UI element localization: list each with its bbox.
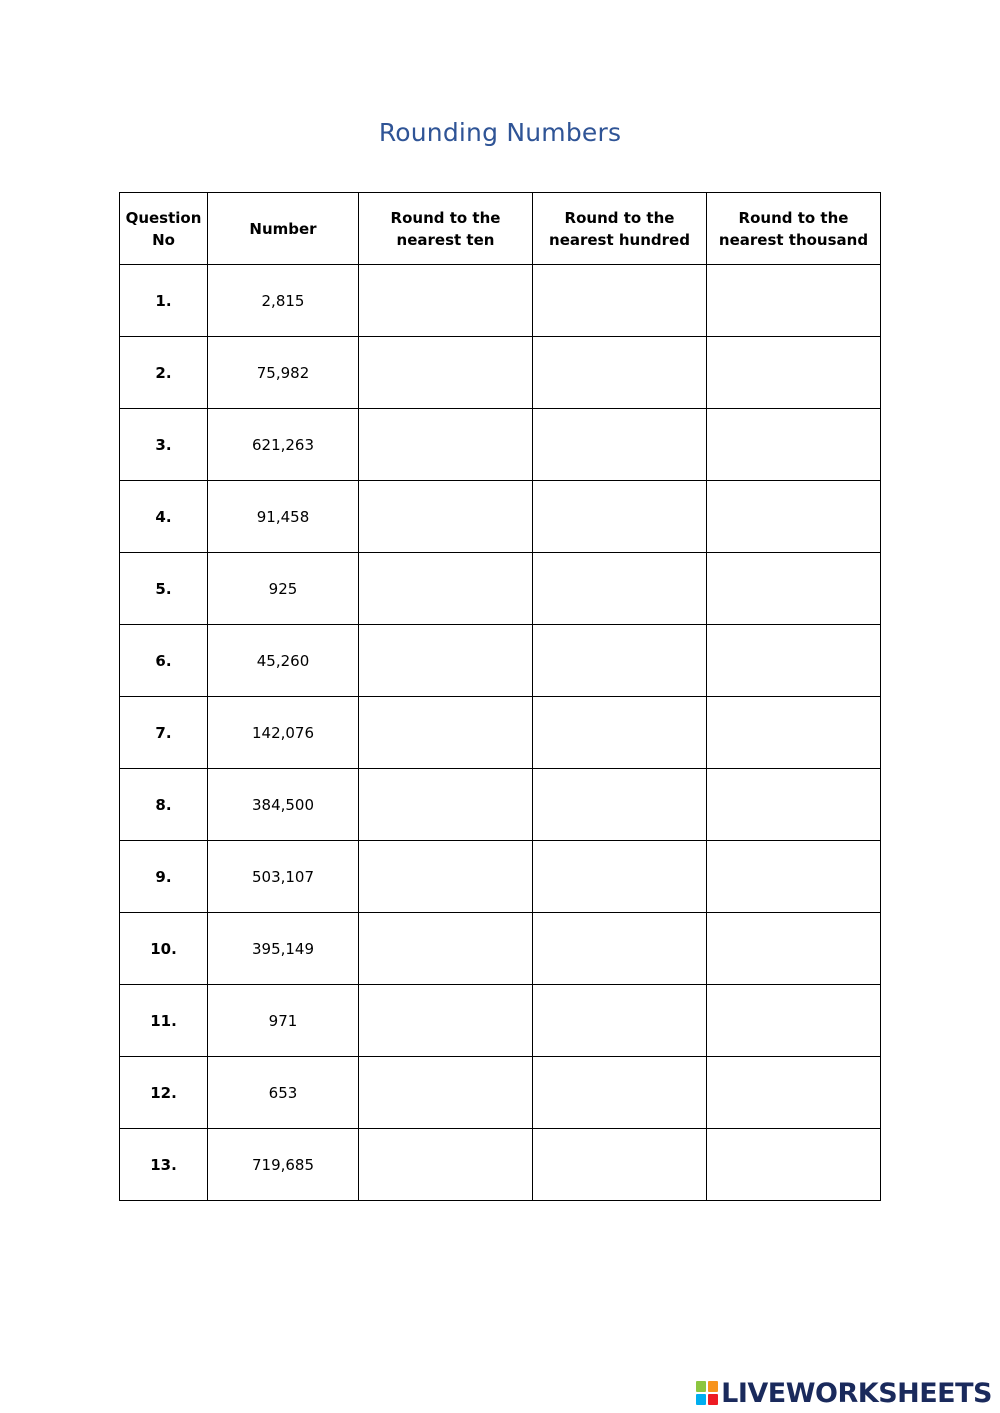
number-value: 971 bbox=[208, 985, 359, 1057]
question-number: 11. bbox=[120, 985, 208, 1057]
nearest-ten-answer[interactable] bbox=[359, 553, 533, 625]
nearest-hundred-answer[interactable] bbox=[533, 625, 707, 697]
table-row bbox=[120, 1057, 881, 1129]
nearest-hundred-answer[interactable] bbox=[533, 481, 707, 553]
header-nearest-thousand bbox=[707, 193, 881, 265]
nearest-hundred-answer[interactable] bbox=[533, 409, 707, 481]
table-row bbox=[120, 553, 881, 625]
nearest-thousand-answer[interactable] bbox=[707, 1057, 881, 1129]
number-value: 653 bbox=[208, 1057, 359, 1129]
nearest-thousand-answer[interactable] bbox=[707, 985, 881, 1057]
nearest-ten-answer[interactable] bbox=[359, 913, 533, 985]
nearest-ten-answer[interactable] bbox=[359, 481, 533, 553]
logo-square-icon bbox=[696, 1394, 706, 1405]
nearest-ten-answer[interactable] bbox=[359, 841, 533, 913]
question-number: 5. bbox=[120, 553, 208, 625]
question-number: 3. bbox=[120, 409, 208, 481]
nearest-hundred-answer[interactable] bbox=[533, 769, 707, 841]
table-row bbox=[120, 985, 881, 1057]
nearest-hundred-answer[interactable] bbox=[533, 265, 707, 337]
header-question-no-line1: Question bbox=[125, 208, 202, 227]
question-number: 10. bbox=[120, 913, 208, 985]
header-nearest-thousand-line2: nearest thousand bbox=[718, 230, 869, 249]
nearest-hundred-answer[interactable] bbox=[533, 1129, 707, 1201]
question-number: 12. bbox=[120, 1057, 208, 1129]
table-row bbox=[120, 481, 881, 553]
question-number: 2. bbox=[120, 337, 208, 409]
header-nearest-hundred bbox=[533, 193, 707, 265]
header-number: Number bbox=[208, 193, 359, 265]
number-value: 384,500 bbox=[208, 769, 359, 841]
liveworksheets-logo bbox=[696, 1378, 992, 1408]
logo-square-icon bbox=[708, 1394, 718, 1405]
logo-mark-icon bbox=[696, 1381, 718, 1405]
table-row bbox=[120, 265, 881, 337]
nearest-thousand-answer[interactable] bbox=[707, 697, 881, 769]
table-row bbox=[120, 1129, 881, 1201]
question-number: 9. bbox=[120, 841, 208, 913]
nearest-hundred-answer[interactable] bbox=[533, 1057, 707, 1129]
header-nearest-hundred-line1: Round to the bbox=[564, 208, 675, 227]
question-number: 7. bbox=[120, 697, 208, 769]
number-value: 91,458 bbox=[208, 481, 359, 553]
logo-text: LIVEWORKSHEETS bbox=[721, 1377, 992, 1409]
table-header-row bbox=[120, 193, 881, 265]
header-question-no bbox=[120, 193, 208, 265]
header-nearest-hundred-line2: nearest hundred bbox=[549, 230, 690, 249]
table-body bbox=[120, 265, 881, 1201]
table-row bbox=[120, 841, 881, 913]
number-value: 142,076 bbox=[208, 697, 359, 769]
nearest-thousand-answer[interactable] bbox=[707, 625, 881, 697]
nearest-thousand-answer[interactable] bbox=[707, 769, 881, 841]
header-nearest-ten-line2: nearest ten bbox=[396, 230, 495, 249]
nearest-ten-answer[interactable] bbox=[359, 985, 533, 1057]
table-row bbox=[120, 409, 881, 481]
nearest-thousand-answer[interactable] bbox=[707, 913, 881, 985]
header-nearest-ten-line1: Round to the bbox=[390, 208, 501, 227]
logo-square-icon bbox=[708, 1381, 718, 1392]
number-value: 395,149 bbox=[208, 913, 359, 985]
nearest-thousand-answer[interactable] bbox=[707, 409, 881, 481]
number-value: 75,982 bbox=[208, 337, 359, 409]
number-value: 45,260 bbox=[208, 625, 359, 697]
number-value: 503,107 bbox=[208, 841, 359, 913]
table-row bbox=[120, 337, 881, 409]
nearest-ten-answer[interactable] bbox=[359, 409, 533, 481]
nearest-hundred-answer[interactable] bbox=[533, 841, 707, 913]
nearest-thousand-answer[interactable] bbox=[707, 265, 881, 337]
question-number: 4. bbox=[120, 481, 208, 553]
table-row bbox=[120, 625, 881, 697]
nearest-ten-answer[interactable] bbox=[359, 265, 533, 337]
nearest-hundred-answer[interactable] bbox=[533, 337, 707, 409]
nearest-ten-answer[interactable] bbox=[359, 769, 533, 841]
question-number: 13. bbox=[120, 1129, 208, 1201]
nearest-thousand-answer[interactable] bbox=[707, 841, 881, 913]
number-value: 621,263 bbox=[208, 409, 359, 481]
nearest-hundred-answer[interactable] bbox=[533, 985, 707, 1057]
rounding-table bbox=[119, 192, 881, 1201]
nearest-ten-answer[interactable] bbox=[359, 1129, 533, 1201]
nearest-hundred-answer[interactable] bbox=[533, 697, 707, 769]
nearest-ten-answer[interactable] bbox=[359, 1057, 533, 1129]
nearest-hundred-answer[interactable] bbox=[533, 913, 707, 985]
logo-square-icon bbox=[696, 1381, 706, 1392]
header-nearest-ten bbox=[359, 193, 533, 265]
nearest-ten-answer[interactable] bbox=[359, 625, 533, 697]
nearest-thousand-answer[interactable] bbox=[707, 337, 881, 409]
question-number: 8. bbox=[120, 769, 208, 841]
header-question-no-line2: No bbox=[152, 230, 175, 249]
table-row bbox=[120, 769, 881, 841]
nearest-hundred-answer[interactable] bbox=[533, 553, 707, 625]
nearest-thousand-answer[interactable] bbox=[707, 481, 881, 553]
number-value: 2,815 bbox=[208, 265, 359, 337]
nearest-thousand-answer[interactable] bbox=[707, 1129, 881, 1201]
table-row bbox=[120, 697, 881, 769]
nearest-ten-answer[interactable] bbox=[359, 337, 533, 409]
number-value: 719,685 bbox=[208, 1129, 359, 1201]
page-title: Rounding Numbers bbox=[378, 118, 622, 147]
header-nearest-thousand-line1: Round to the bbox=[738, 208, 849, 227]
question-number: 6. bbox=[120, 625, 208, 697]
nearest-thousand-answer[interactable] bbox=[707, 553, 881, 625]
number-value: 925 bbox=[208, 553, 359, 625]
table-row bbox=[120, 913, 881, 985]
nearest-ten-answer[interactable] bbox=[359, 697, 533, 769]
question-number: 1. bbox=[120, 265, 208, 337]
